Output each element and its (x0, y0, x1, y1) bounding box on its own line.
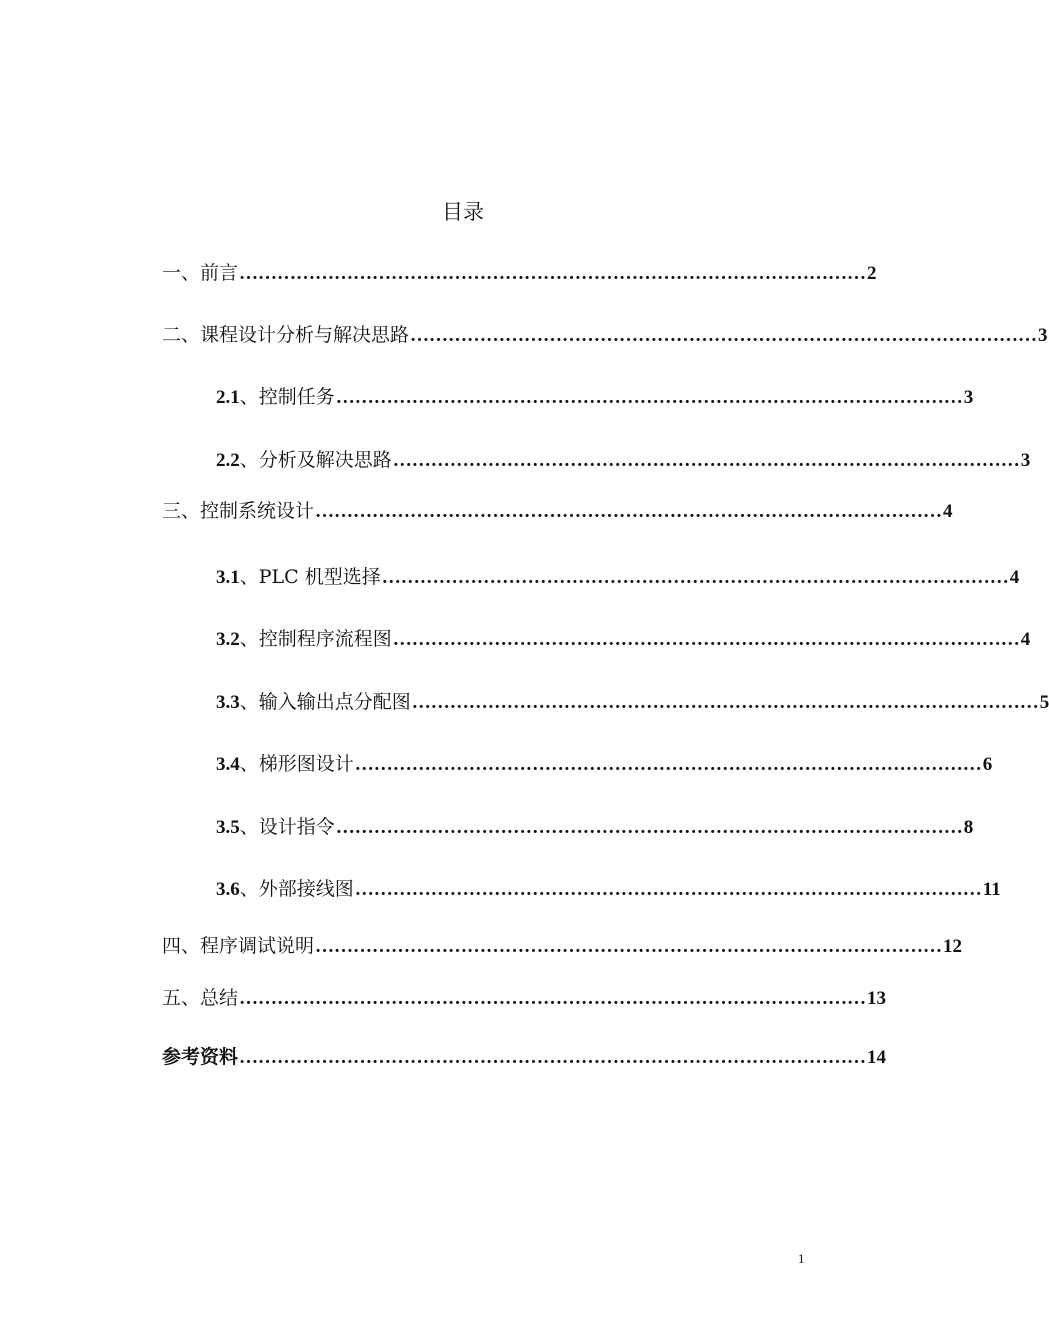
toc-entry-page: 6 (982, 754, 993, 775)
toc-entry-number: 3.6 (216, 879, 240, 900)
dot-leader: ……………………………………………………………………………………… (411, 692, 1039, 713)
toc-entry-3-5[interactable] (216, 812, 974, 842)
toc-entry-label: 一、前言 (162, 262, 239, 284)
toc-entry-3-4[interactable] (216, 749, 993, 779)
toc-entry-page: 13 (867, 988, 887, 1009)
dot-leader: ……………………………………………………………………………………… (239, 1047, 867, 1068)
toc-entry-number: 3.4 (216, 754, 240, 775)
toc-entry-number: 3.2 (216, 629, 240, 650)
toc-entry-label: 、控制程序流程图 (239, 628, 392, 650)
dot-leader: ……………………………………………………………………………………… (354, 879, 982, 900)
toc-entry-number: 3.1 (216, 567, 240, 588)
toc-entry-label: 、外部接线图 (239, 878, 354, 900)
toc-entry-label: 二、课程设计分析与解决思路 (162, 324, 410, 346)
dot-leader: ……………………………………………………………………………………… (315, 501, 943, 522)
toc-entry-number: 2.2 (216, 450, 240, 471)
toc-entry-3-2[interactable] (216, 624, 1031, 654)
toc-entry-references[interactable] (162, 1042, 887, 1072)
toc-entry-label: 参考资料 (162, 1046, 239, 1068)
toc-entry-5[interactable] (162, 983, 887, 1013)
dot-leader: ……………………………………………………………………………………… (354, 754, 982, 775)
toc-entry-label: 、设计指令 (239, 816, 335, 838)
toc-entry-number: 3.3 (216, 692, 240, 713)
dot-leader: ……………………………………………………………………………………… (335, 817, 963, 838)
toc-entry-page: 2 (867, 263, 877, 284)
toc-entry-page: 11 (982, 879, 1001, 900)
toc-entry-page: 3 (963, 387, 974, 408)
toc-title: 目录 (442, 200, 484, 224)
dot-leader: ……………………………………………………………………………………… (335, 387, 963, 408)
toc-entry-label: 、梯形图设计 (239, 753, 354, 775)
toc-entry-label: 四、程序调试说明 (162, 935, 315, 957)
toc-entry-number: 2.1 (216, 387, 240, 408)
dot-leader: ……………………………………………………………………………………… (239, 263, 867, 284)
toc-entry-number: 3.5 (216, 817, 240, 838)
dot-leader: ……………………………………………………………………………………… (239, 988, 867, 1009)
toc-entry-label: 、分析及解决思路 (239, 449, 392, 471)
toc-entry-page: 14 (867, 1047, 887, 1068)
toc-entry-2[interactable] (162, 320, 1048, 350)
toc-entry-3-3[interactable] (216, 687, 1049, 717)
dot-leader: ……………………………………………………………………………………… (392, 629, 1020, 650)
toc-entry-page: 4 (1009, 567, 1020, 588)
toc-entry-label: 、控制任务 (239, 386, 335, 408)
toc-entry-page: 8 (963, 817, 974, 838)
toc-entry-label: 、输入输出点分配图 (239, 691, 411, 713)
dot-leader: ……………………………………………………………………………………… (392, 450, 1020, 471)
footer-page-number: 1 (798, 1251, 805, 1266)
toc-entry-page: 4 (1020, 629, 1031, 650)
toc-entry-page: 3 (1020, 450, 1031, 471)
toc-entry-page: 12 (943, 936, 963, 957)
toc-entry-2-2[interactable] (216, 445, 1031, 475)
toc-entry-label: 五、总结 (162, 987, 239, 1009)
toc-entry-page: 5 (1039, 692, 1049, 713)
toc-entry-label: 、PLC 机型选择 (239, 566, 381, 588)
toc-entry-4[interactable] (162, 931, 963, 961)
toc-entry-label: 三、控制系统设计 (162, 500, 315, 522)
dot-leader: ……………………………………………………………………………………… (315, 936, 943, 957)
toc-entry-page: 4 (943, 501, 953, 522)
dot-leader: ……………………………………………………………………………………… (410, 325, 1038, 346)
dot-leader: ……………………………………………………………………………………… (381, 567, 1009, 588)
toc-entry-3[interactable] (162, 496, 953, 526)
toc-entry-3-1[interactable] (216, 562, 1020, 592)
toc-entry-3-6[interactable] (216, 874, 1001, 904)
toc-entry-2-1[interactable] (216, 382, 974, 412)
toc-entry-1[interactable] (162, 258, 877, 288)
toc-entry-page: 3 (1038, 325, 1048, 346)
